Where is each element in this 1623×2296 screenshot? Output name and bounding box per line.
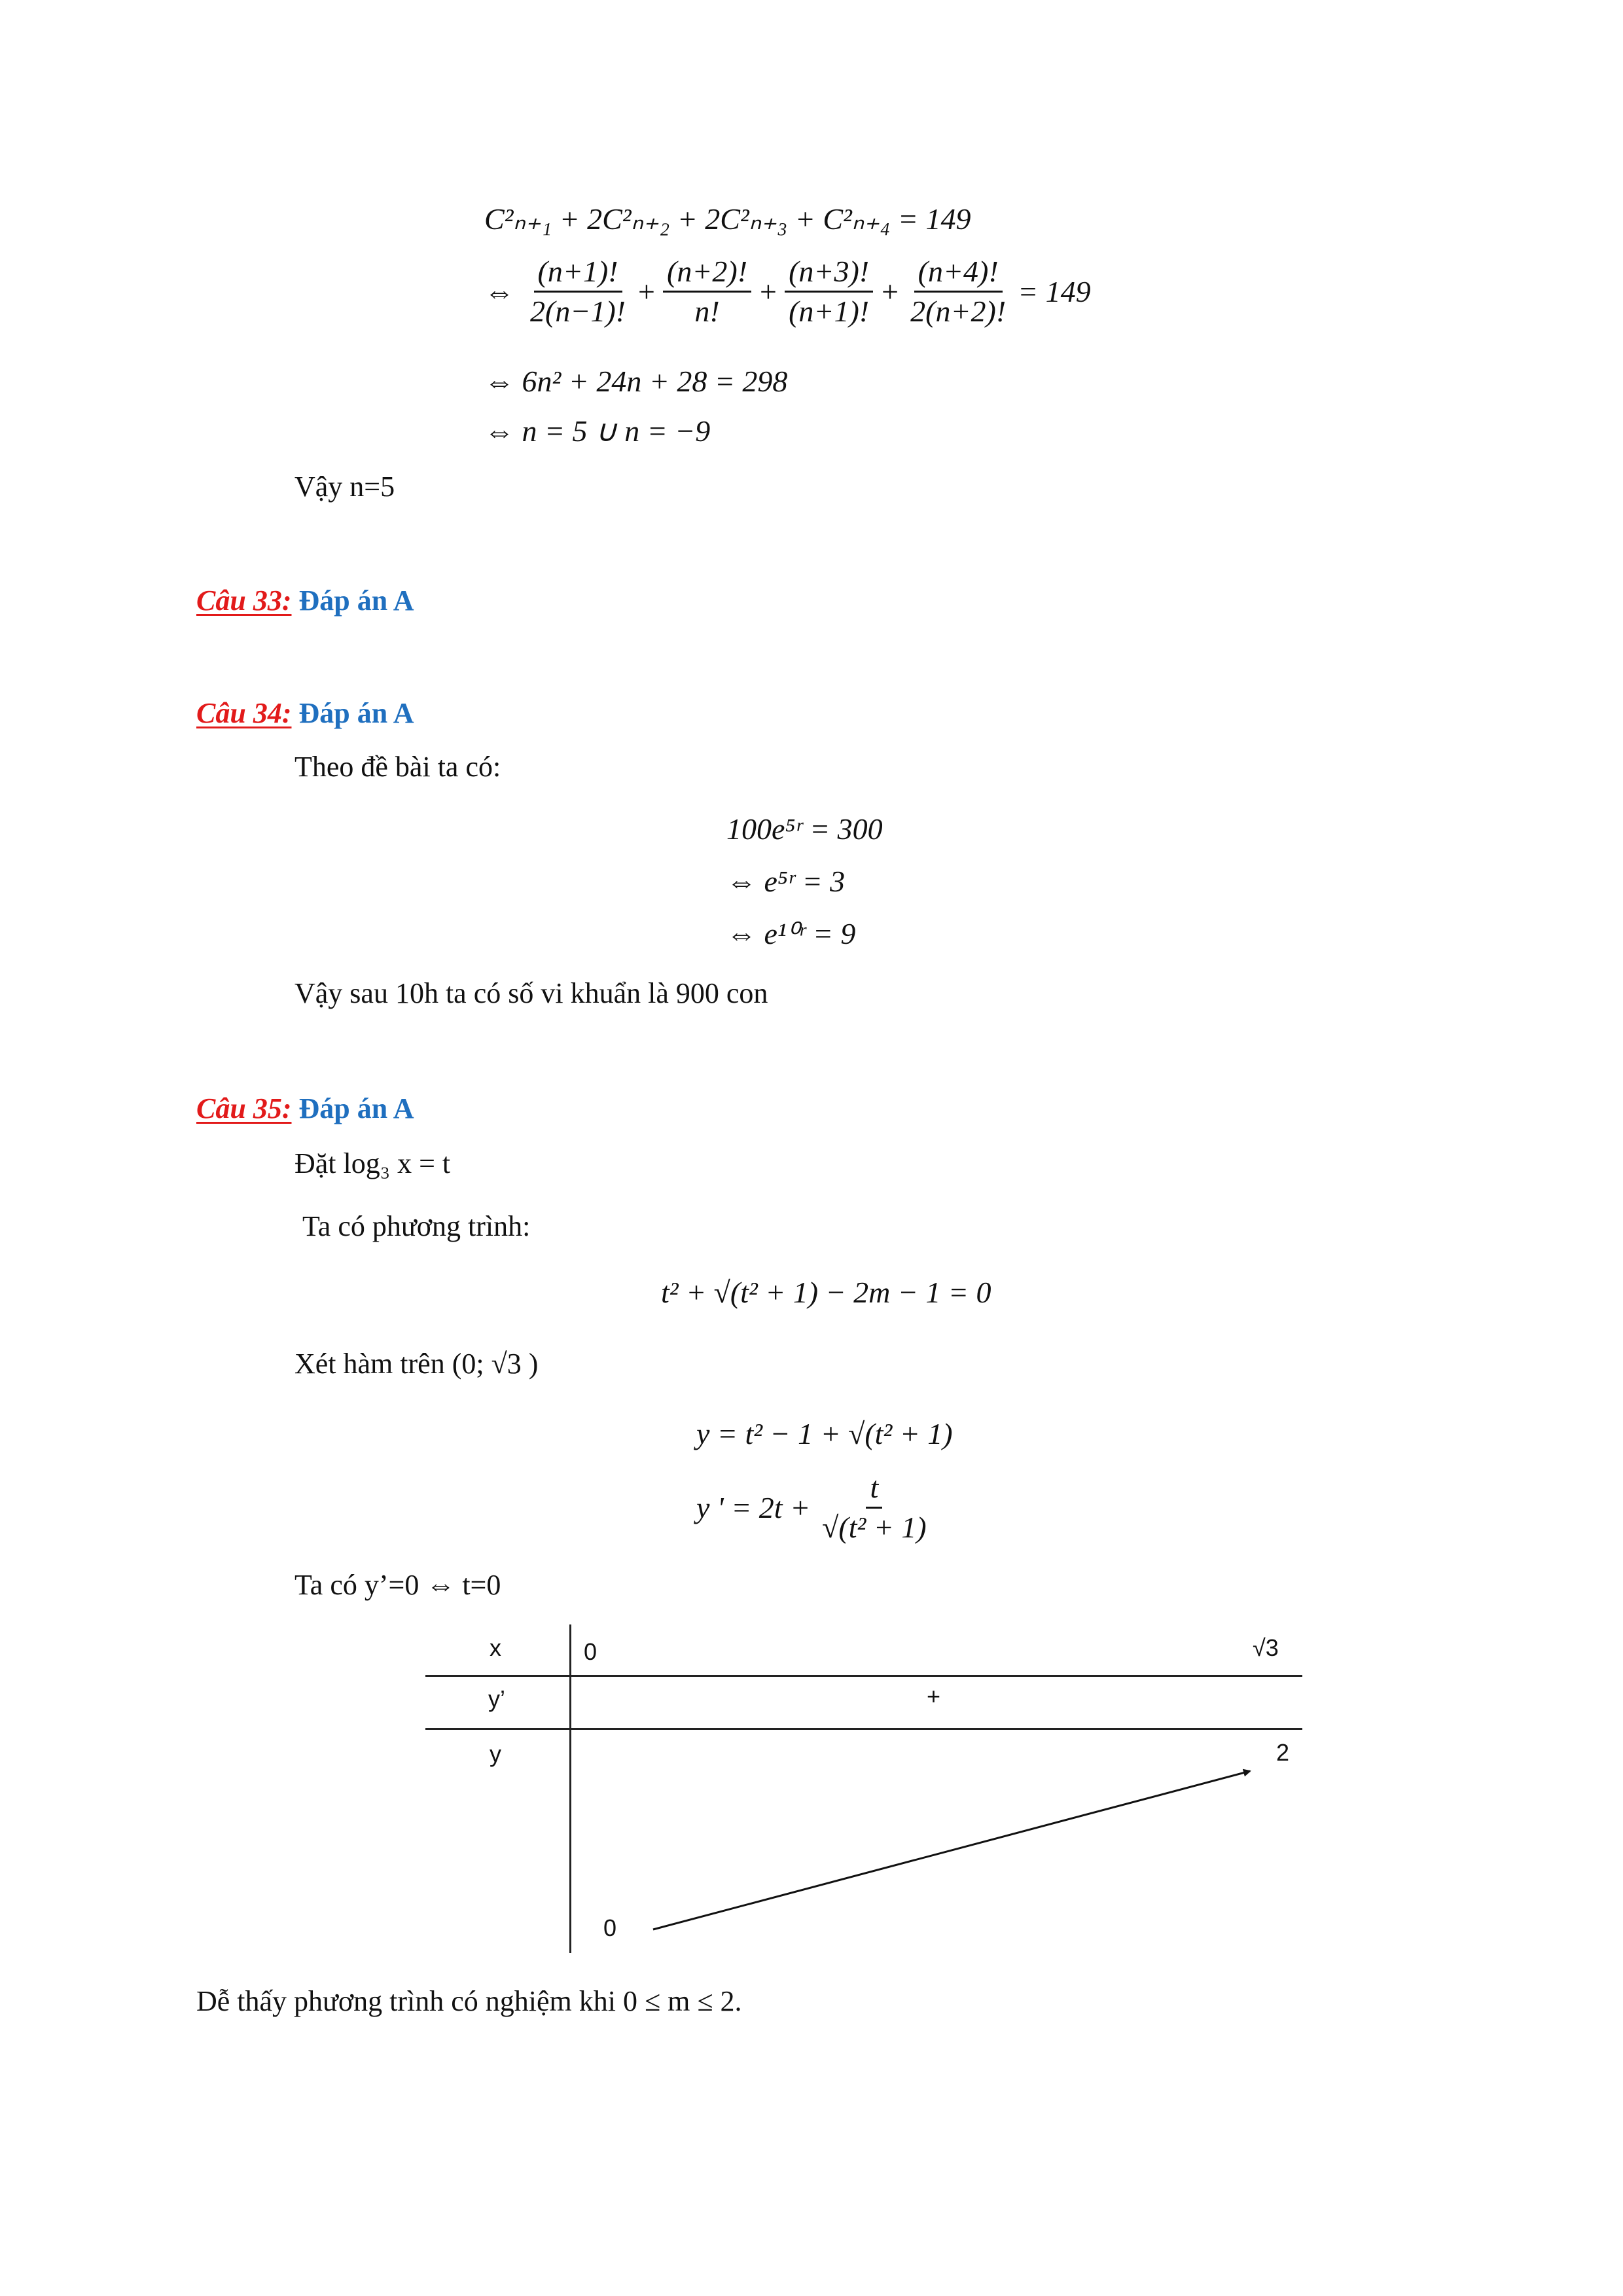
q35-set-variable: Đặt log₃ x = t [294, 1147, 451, 1179]
q35-answer: Đáp án A [298, 1092, 414, 1124]
q35-eq3 [696, 1473, 933, 1543]
q34-eq2: ⇔ e⁵ʳ = 3 [726, 865, 846, 898]
table-x-start: 0 [584, 1638, 597, 1665]
q32-frac3-den: (n+1)! [789, 295, 870, 328]
q35-eq1: t² + √(t² + 1) − 2m − 1 = 0 [661, 1276, 991, 1309]
q35-eq3-lhs: y ' = 2t + [696, 1490, 811, 1524]
q33-label: Câu 33: [196, 584, 292, 617]
table-y-end: 2 [1276, 1739, 1290, 1766]
q34-label: Câu 34: [196, 697, 292, 729]
q32-frac4 [906, 257, 1010, 327]
q32-eq3: ⇔ 6n² + 24n + 28 = 298 [484, 365, 788, 398]
q35-critical-point: Ta có y’=0 ⇔ t=0 [294, 1569, 501, 1601]
q33-heading [196, 584, 414, 617]
q32-eq2: ⇔ $\frac{(n+1)!}{2(n-1)!}$ + $\frac{(n+2)!}{n!}$ + $\frac{(n+3)!}{(n+1)!}$ + $\frac{(n+4)!}{2(n+2)!}$ = 149 [484, 255, 1091, 328]
q32-frac2 [663, 257, 751, 327]
q34-answer: Đáp án A [298, 697, 414, 729]
q35-heading [196, 1092, 414, 1125]
q34-eq3: ⇔ e¹⁰ʳ = 9 [726, 917, 856, 950]
q33-answer: Đáp án A [298, 584, 414, 617]
q32-frac4-den: 2(n+2)! [910, 295, 1007, 328]
q32-eq1: C²ₙ₊₁ + 2C²ₙ₊₂ + 2C²ₙ₊₃ + C²ₙ₊₄ = 149 [484, 202, 971, 236]
table-y-start: 0 [603, 1914, 617, 1941]
q34-heading [196, 696, 414, 730]
table-vertical-divider [569, 1624, 571, 1953]
q32-frac4-num: (n+4)! [914, 257, 1003, 293]
q35-eq3-den: √(t² + 1) [822, 1511, 927, 1544]
q32-frac3 [785, 257, 873, 327]
arrow-line [653, 1771, 1250, 1929]
q32-frac1-den: 2(n−1)! [530, 295, 626, 328]
q35-eq3-num: t [866, 1473, 882, 1509]
q32-frac1-num: (n+1)! [534, 257, 622, 293]
table-row-divider-1 [425, 1675, 1302, 1677]
table-x-end: √3 [1253, 1634, 1279, 1661]
table-sign: + [927, 1683, 941, 1710]
q35-final-statement: Dễ thấy phương trình có nghiệm khi 0 ≤ m ≤ 2. [196, 1985, 742, 2017]
q35-domain: Xét hàm trên (0; √3 ) [294, 1348, 539, 1380]
q32-eq2-prefix: ⇔ [484, 274, 514, 308]
q32-frac1 [526, 257, 630, 327]
q32-frac2-den: n! [694, 295, 720, 328]
table-label-x: x [490, 1634, 501, 1661]
q35-eq3-frac [818, 1473, 931, 1543]
q34-conclusion: Vậy sau 10h ta có số vi khuẩn là 900 con [294, 977, 768, 1009]
table-label-y: y [490, 1740, 501, 1767]
q32-eq2-rhs: = 149 [1018, 274, 1091, 308]
table-row-divider-2 [425, 1728, 1302, 1730]
q32-frac3-num: (n+3)! [785, 257, 873, 293]
q35-intro: Ta có phương trình: [302, 1210, 531, 1242]
q35-label: Câu 35: [196, 1092, 292, 1124]
q32-conclusion: Vậy n=5 [294, 471, 395, 503]
q32-eq4: ⇔ n = 5 ∪ n = −9 [484, 414, 711, 448]
q34-eq1: 100e⁵ʳ = 300 [726, 812, 883, 846]
q34-intro: Theo đề bài ta có: [294, 751, 501, 783]
q32-frac2-num: (n+2)! [663, 257, 751, 293]
table-label-yprime: y’ [488, 1685, 505, 1712]
q35-eq2: y = t² − 1 + √(t² + 1) [696, 1417, 953, 1450]
